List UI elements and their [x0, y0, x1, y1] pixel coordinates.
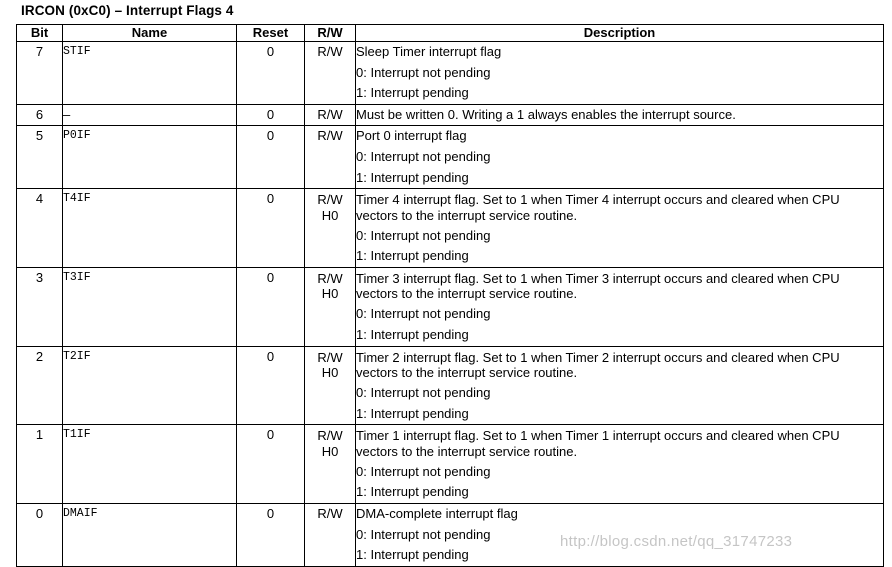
reset-cell: 0 — [237, 104, 305, 126]
option-0-text: 0: Interrupt not pending — [356, 385, 491, 401]
option-0-text: 0: Interrupt not pending — [356, 526, 491, 542]
table-row — [17, 126, 884, 189]
reset-cell: 0 — [237, 346, 305, 425]
name-cell: – — [63, 104, 237, 126]
description-text: Must be written 0. Writing a 1 always enables the interrupt source. — [356, 106, 736, 122]
table-row — [17, 189, 884, 268]
name-cell: T3IF — [63, 267, 237, 346]
reset-cell: 0 — [237, 267, 305, 346]
table-row — [17, 42, 884, 105]
table-row — [17, 346, 884, 425]
column-header-reset: Reset — [237, 25, 305, 42]
table-row — [17, 267, 884, 346]
description-text: Timer 4 interrupt flag. Set to 1 when Timer 4 interrupt occurs and cleared when CPU vectors to the interrupt service routine. — [356, 192, 840, 223]
table-row — [17, 104, 884, 126]
option-1-text: 1: Interrupt pending — [356, 169, 469, 185]
name-cell: P0IF — [63, 126, 237, 189]
option-1-text: 1: Interrupt pending — [356, 484, 469, 500]
bit-cell: 7 — [17, 42, 63, 105]
option-0-text: 0: Interrupt not pending — [356, 64, 491, 80]
rw-cell: R/W H0 — [305, 189, 356, 268]
description-text: Sleep Timer interrupt flag — [356, 44, 502, 59]
name-cell: T4IF — [63, 189, 237, 268]
reset-cell: 0 — [237, 189, 305, 268]
description-cell — [356, 425, 884, 504]
header-row — [17, 25, 884, 42]
column-header-name: Name — [63, 25, 237, 42]
table-row — [17, 425, 884, 504]
column-header-rw: R/W — [305, 25, 356, 42]
rw-cell: R/W — [305, 42, 356, 105]
bit-cell: 4 — [17, 189, 63, 268]
name-cell: T2IF — [63, 346, 237, 425]
bit-cell: 6 — [17, 104, 63, 126]
column-header-description: Description — [356, 25, 884, 42]
bit-cell: 3 — [17, 267, 63, 346]
description-cell — [356, 126, 884, 189]
bit-cell: 0 — [17, 503, 63, 566]
option-1-text: 1: Interrupt pending — [356, 405, 469, 421]
option-1-text: 1: Interrupt pending — [356, 326, 469, 342]
rw-cell: R/W — [305, 503, 356, 566]
name-cell: DMAIF — [63, 503, 237, 566]
option-1-text: 1: Interrupt pending — [356, 248, 469, 264]
bit-cell: 5 — [17, 126, 63, 189]
option-0-text: 0: Interrupt not pending — [356, 148, 491, 164]
description-text: Timer 3 interrupt flag. Set to 1 when Timer 3 interrupt occurs and cleared when CPU vectors to the interrupt service routine. — [356, 270, 840, 302]
table-row — [17, 503, 884, 566]
reset-cell: 0 — [237, 425, 305, 504]
description-cell — [356, 189, 884, 268]
option-0-text: 0: Interrupt not pending — [356, 306, 491, 322]
rw-cell: R/W — [305, 126, 356, 189]
name-cell: STIF — [63, 42, 237, 105]
table-title: IRCON (0xC0) – Interrupt Flags 4 — [21, 3, 234, 18]
description-text: DMA-complete interrupt flag — [356, 505, 518, 521]
bit-cell: 2 — [17, 346, 63, 425]
reset-cell: 0 — [237, 126, 305, 189]
option-0-text: 0: Interrupt not pending — [356, 463, 491, 479]
description-text: Port 0 interrupt flag — [356, 128, 467, 144]
watermark: http://blog.csdn.net/qq_31747233 — [560, 533, 793, 550]
rw-cell: R/W H0 — [305, 267, 356, 346]
column-header-bit: Bit — [17, 25, 63, 42]
bit-cell: 1 — [17, 425, 63, 504]
description-cell — [356, 503, 884, 566]
rw-cell: R/W H0 — [305, 425, 356, 504]
rw-cell: R/W H0 — [305, 346, 356, 425]
name-cell: T1IF — [63, 425, 237, 504]
rw-cell: R/W — [305, 104, 356, 126]
option-0-text: 0: Interrupt not pending — [356, 227, 491, 243]
reset-cell: 0 — [237, 42, 305, 105]
description-text: Timer 2 interrupt flag. Set to 1 when Timer 2 interrupt occurs and cleared when CPU vectors to the interrupt service routine. — [356, 349, 840, 381]
description-cell — [356, 104, 884, 126]
description-cell — [356, 346, 884, 425]
description-cell — [356, 42, 884, 105]
description-cell — [356, 267, 884, 346]
description-text: Timer 1 interrupt flag. Set to 1 when Timer 1 interrupt occurs and cleared when CPU vectors to the interrupt service routine. — [356, 428, 840, 459]
option-1-text: 1: Interrupt pending — [356, 85, 469, 101]
option-1-text: 1: Interrupt pending — [356, 547, 469, 563]
register-table — [16, 24, 884, 567]
reset-cell: 0 — [237, 503, 305, 566]
